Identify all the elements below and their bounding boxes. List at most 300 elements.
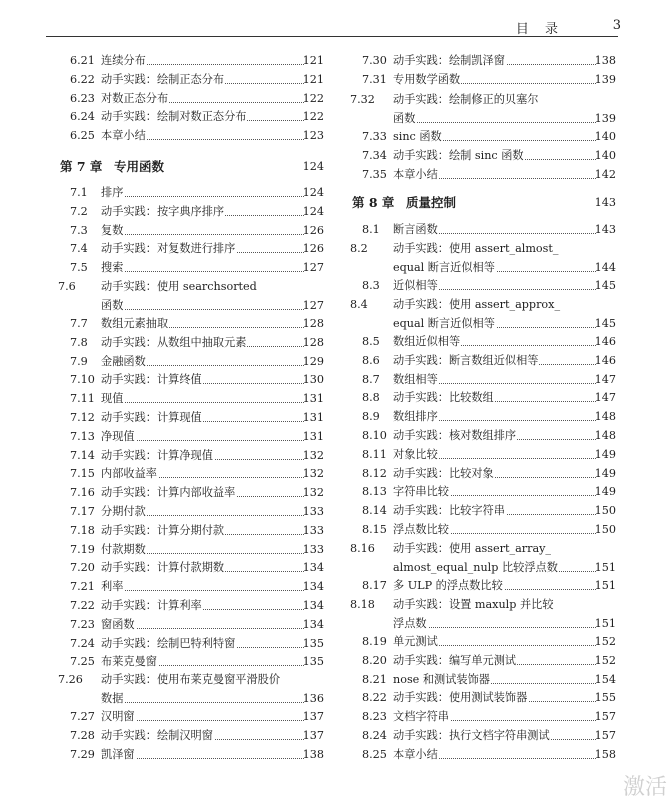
toc-entry-number: 8.23 — [362, 710, 387, 724]
toc-entry-title-text: 动手实践：断言数组近似相等 — [393, 353, 539, 367]
toc-entry-number: 8.14 — [362, 504, 387, 518]
toc-entry-title-text: 对数正态分布 — [101, 91, 169, 105]
toc-entry-title — [101, 708, 324, 726]
toc-entry-page: 124 — [301, 203, 324, 221]
toc-entry — [58, 690, 324, 708]
toc-entry — [350, 352, 616, 370]
toc-entry-title — [101, 428, 324, 446]
toc-entry-page: 133 — [301, 503, 324, 521]
toc-entry-page: 143 — [593, 221, 616, 239]
toc-entry-number: 8.5 — [362, 335, 380, 348]
toc-entry — [350, 727, 616, 745]
toc-entry-title — [101, 503, 324, 521]
toc-entry-title — [101, 259, 324, 277]
toc-entry-title-line1: 动手实践：使用 assert_approx_ — [393, 298, 561, 311]
toc-entry-page: 155 — [593, 689, 616, 707]
toc-entry-number: 7.15 — [70, 467, 95, 481]
toc-entry-title-text: 动手实践：执行文档字符串测试 — [393, 729, 550, 742]
toc-entry — [350, 746, 616, 764]
toc-entry-title-text: 分期付款 — [101, 505, 146, 518]
toc-entry-page: 127 — [301, 297, 324, 315]
toc-entry-title-text: 动手实践：绘制正态分布 — [101, 72, 225, 86]
toc-entry-title-text: 动手实践：绘制对数正态分布 — [101, 110, 247, 124]
toc-entry-page: 121 — [301, 71, 324, 89]
toc-entry-number: 8.22 — [362, 691, 387, 705]
toc-entry-number: 7.22 — [70, 599, 95, 612]
toc-entry-number: 8.3 — [362, 279, 380, 292]
toc-entry — [350, 389, 616, 407]
toc-entry-title — [393, 352, 616, 370]
toc-entry — [350, 596, 616, 614]
toc-entry-page: 139 — [593, 71, 616, 89]
chapter-title — [114, 157, 324, 177]
toc-entry-title — [393, 71, 616, 89]
toc-entry-page: 131 — [301, 409, 324, 427]
toc-entry-page: 150 — [593, 521, 616, 539]
toc-entry-number: 7.25 — [70, 655, 95, 669]
toc-entry-number: 7.19 — [70, 542, 95, 556]
toc-entry — [58, 559, 324, 577]
toc-entry-title — [393, 110, 616, 128]
toc-entry-number: 8.7 — [362, 372, 380, 386]
toc-entry-title-text: 利率 — [101, 580, 124, 594]
toc-entry-page: 127 — [301, 259, 324, 277]
toc-entry-number: 8.20 — [362, 653, 387, 667]
toc-entry-title — [101, 127, 324, 145]
toc-entry-title — [101, 353, 324, 371]
toc-entry-page: 128 — [301, 315, 324, 333]
toc-entry — [58, 297, 324, 315]
toc-entry — [350, 408, 616, 426]
toc-entry-title-text: 本章小结 — [393, 747, 438, 761]
toc-entry — [350, 371, 616, 389]
toc-entry-number: 7.10 — [70, 373, 95, 387]
toc-entry-page: 123 — [301, 127, 324, 145]
toc-entry-number: 7.5 — [70, 261, 88, 275]
toc-entry-title-text: 排序 — [101, 186, 124, 199]
toc-entry-title-text: 动手实践：按字典序排序 — [101, 204, 225, 218]
toc-entry-number: 8.16 — [350, 542, 375, 555]
toc-entry-title-text: sinc 函数 — [393, 130, 442, 143]
chapter-title — [406, 193, 616, 213]
toc-entry-title — [101, 240, 324, 258]
toc-entry-page: 149 — [593, 446, 616, 464]
toc-entry-title — [393, 652, 616, 670]
toc-entry-number: 8.19 — [362, 635, 387, 648]
toc-entry-page: 132 — [301, 465, 324, 483]
toc-entry-page: 138 — [593, 52, 616, 70]
toc-entry — [350, 708, 616, 726]
toc-entry — [58, 353, 324, 371]
chapter-title-text: 质量控制 — [406, 195, 457, 210]
toc-entry-title — [101, 71, 324, 89]
toc-entry-title — [393, 465, 616, 483]
toc-entry-page: 132 — [301, 447, 324, 465]
toc-entry-number: 8.2 — [350, 242, 368, 255]
toc-entry-page: 132 — [301, 484, 324, 502]
toc-entry-title-text: 动手实践：计算现值 — [101, 411, 202, 424]
toc-entry-title-text: 动手实践：计算净现值 — [101, 448, 213, 462]
toc-entry — [350, 221, 616, 239]
toc-entry-page: 146 — [593, 333, 616, 351]
toc-entry-title-text: 函数 — [101, 299, 124, 312]
toc-entry — [58, 52, 324, 70]
toc-entry-title — [101, 484, 324, 502]
toc-entry-number: 7.6 — [58, 280, 76, 293]
toc-entry-title-text: 本章小结 — [101, 129, 146, 143]
toc-entry — [58, 222, 324, 240]
toc-entry-title-text: 函数 — [393, 112, 416, 125]
toc-entry-number: 6.25 — [70, 129, 95, 143]
toc-entry-title-text: 动手实践：计算付款期数 — [101, 561, 225, 575]
toc-entry-title-text: equal 断言近似相等 — [393, 261, 495, 274]
toc-entry-title-text: 动手实践：比较对象 — [393, 466, 494, 480]
toc-entry-title — [393, 633, 616, 651]
toc-entry-page: 131 — [301, 390, 324, 408]
toc-entry-title — [393, 615, 616, 633]
toc-entry-title — [393, 671, 616, 689]
toc-entry-title-text: 窗函数 — [101, 617, 135, 631]
toc-entry-title — [393, 577, 616, 595]
toc-entry-title — [101, 690, 324, 708]
toc-entry-title-line1: 动手实践：使用 assert_array_ — [393, 542, 552, 555]
toc-entry-title-text: 数组相等 — [393, 372, 438, 386]
toc-entry-title-text: 动手实践：比较字符串 — [393, 504, 505, 518]
toc-entry-number: 6.23 — [70, 91, 95, 105]
toc-entry — [58, 278, 324, 296]
toc-entry-page: 130 — [301, 371, 324, 389]
toc-entry-number: 8.10 — [362, 429, 387, 442]
toc-entry-page: 152 — [593, 633, 616, 651]
toc-entry — [58, 597, 324, 615]
toc-entry — [350, 577, 616, 595]
toc-entry-page: 157 — [593, 727, 616, 745]
toc-entry — [350, 483, 616, 501]
toc-entry-title-text: 凯泽窗 — [101, 747, 135, 761]
toc-entry-number: 8.12 — [362, 466, 387, 480]
chapter-page: 124 — [301, 157, 324, 177]
toc-entry-title-text: 布莱克曼窗 — [101, 655, 157, 669]
toc-entry-number: 7.26 — [58, 673, 83, 686]
toc-entry-number: 6.24 — [70, 110, 95, 124]
toc-entry — [58, 578, 324, 596]
toc-entry-title — [101, 541, 324, 559]
toc-entry — [58, 203, 324, 221]
toc-entry-page: 126 — [301, 240, 324, 258]
toc-entry — [58, 635, 324, 653]
toc-entry-page: 134 — [301, 616, 324, 634]
toc-entry-title — [393, 446, 616, 464]
toc-entry-number: 7.9 — [70, 354, 88, 368]
toc-entry — [58, 240, 324, 258]
toc-entry-title-text: 字符串比较 — [393, 485, 449, 499]
toc-entry-number: 7.32 — [350, 93, 375, 106]
chapter-heading — [58, 157, 324, 177]
toc-entry-number: 7.18 — [70, 523, 95, 537]
toc-entry-page: 122 — [301, 90, 324, 108]
toc-entry-number: 7.12 — [70, 411, 95, 424]
toc-entry-page: 147 — [593, 389, 616, 407]
toc-entry-page: 146 — [593, 352, 616, 370]
toc-entry-page: 135 — [301, 635, 324, 653]
toc-entry-title-line1: 动手实践：绘制修正的贝塞尔 — [393, 93, 539, 106]
toc-entry-title-text: 动手实践：对复数进行排序 — [101, 242, 236, 256]
toc-entry-number: 7.8 — [70, 335, 88, 349]
header-page-number: 3 — [612, 18, 621, 33]
toc-entry-title-text: 对象比较 — [393, 447, 438, 461]
toc-entry-number: 7.24 — [70, 636, 95, 650]
toc-entry-number: 7.16 — [70, 486, 95, 500]
toc-entry — [350, 315, 616, 333]
toc-entry — [350, 52, 616, 70]
toc-entry — [350, 147, 616, 165]
toc-entry — [350, 71, 616, 89]
toc-entry-number: 8.8 — [362, 391, 380, 405]
toc-entry-title — [393, 727, 616, 745]
toc-entry — [58, 184, 324, 202]
toc-entry-number: 8.17 — [362, 579, 387, 592]
toc-entry — [350, 259, 616, 277]
watermark: 激活 — [622, 775, 667, 800]
toc-entry-title-text: almost_equal_nulp 比较浮点数 — [393, 561, 558, 574]
toc-entry-title-text: 多 ULP 的浮点数比较 — [393, 579, 503, 592]
toc-entry-number: 7.28 — [70, 728, 95, 742]
toc-entry — [350, 240, 616, 258]
toc-entry-number: 7.31 — [362, 72, 387, 86]
toc-entry-title — [101, 184, 324, 202]
toc-entry — [350, 652, 616, 670]
toc-entry — [58, 503, 324, 521]
toc-entry-title-text: 本章小结 — [393, 167, 438, 181]
toc-entry — [58, 671, 324, 689]
toc-entry-page: 151 — [593, 615, 616, 633]
toc-entry-page: 129 — [301, 353, 324, 371]
toc-entry-title-text: 动手实践：编写单元测试 — [393, 653, 517, 667]
chapter-page: 143 — [593, 193, 616, 213]
toc-entry-title-text: 连续分布 — [101, 54, 146, 67]
toc-entry-title-text: 断言函数 — [393, 223, 438, 236]
toc-entry — [58, 484, 324, 502]
chapter-label: 第 8 章 — [352, 195, 395, 210]
toc-entry-number: 8.15 — [362, 523, 387, 536]
toc-entry-title-text: 动手实践：比较数组 — [393, 391, 494, 405]
toc-entry-title — [101, 203, 324, 221]
toc-entry-title-line1: 动手实践：使用布莱克曼窗平滑股价 — [101, 673, 281, 686]
toc-entry-page: 150 — [593, 502, 616, 520]
toc-entry-title — [393, 371, 616, 389]
chapter-label: 第 7 章 — [60, 159, 103, 174]
toc-entry-title-text: 动手实践：计算终值 — [101, 373, 202, 387]
toc-entry-title — [101, 522, 324, 540]
toc-entry-page: 144 — [593, 259, 616, 277]
toc-entry-page: 148 — [593, 427, 616, 445]
toc-entry-page: 137 — [301, 708, 324, 726]
toc-entry-title — [101, 315, 324, 333]
header-rule — [46, 36, 618, 37]
chapter-title-text: 专用函数 — [114, 159, 165, 174]
toc-entry-title — [101, 52, 324, 70]
toc-entry-page: 142 — [593, 166, 616, 184]
toc-entry-title-text: 净现值 — [101, 429, 135, 443]
toc-entry-title-text: 数组元素抽取 — [101, 317, 169, 330]
toc-entry-title-text: 动手实践：绘制汉明窗 — [101, 728, 213, 742]
toc-entry — [350, 128, 616, 146]
toc-entry — [58, 465, 324, 483]
toc-entry-number: 7.17 — [70, 505, 95, 518]
toc-entry-number: 8.25 — [362, 747, 387, 761]
toc-entry-title-text: 浮点数比较 — [393, 523, 449, 536]
toc-entry — [58, 727, 324, 745]
toc-entry-title — [393, 277, 616, 295]
toc-entry-title-text: 数组近似相等 — [393, 335, 461, 348]
toc-entry-title — [393, 389, 616, 407]
toc-entry-title — [101, 746, 324, 764]
toc-entry-page: 154 — [593, 671, 616, 689]
toc-entry — [350, 559, 616, 577]
toc-entry-title-text: 汉明窗 — [101, 710, 135, 723]
toc-entry-title — [101, 465, 324, 483]
toc-entry-title — [393, 147, 616, 165]
toc-entry-number: 7.14 — [70, 448, 95, 462]
toc-entry-title — [101, 578, 324, 596]
toc-entry — [350, 465, 616, 483]
toc-entry-title — [101, 727, 324, 745]
toc-entry-title — [393, 521, 616, 539]
page-header — [0, 14, 659, 37]
toc-entry-page: 138 — [301, 746, 324, 764]
toc-entry-number: 7.1 — [70, 186, 88, 199]
toc-entry — [350, 446, 616, 464]
toc-entry — [58, 390, 324, 408]
toc-entry — [58, 71, 324, 89]
toc-entry-title-text: 动手实践：计算内部收益率 — [101, 486, 236, 500]
toc-entry — [58, 522, 324, 540]
toc-entry-title — [101, 222, 324, 240]
toc-entry — [350, 502, 616, 520]
toc-entry-page: 121 — [301, 52, 324, 70]
toc-entry-page: 133 — [301, 522, 324, 540]
toc-entry-number: 8.21 — [362, 672, 387, 686]
toc-entry — [350, 110, 616, 128]
toc-entry-number: 7.29 — [70, 747, 95, 761]
toc-entry-title-text: nose 和测试装饰器 — [393, 672, 490, 686]
toc-entry-number: 7.35 — [362, 167, 387, 181]
toc-entry-page: 128 — [301, 334, 324, 352]
toc-entry-title — [101, 447, 324, 465]
toc-entry — [350, 521, 616, 539]
toc-entry-title — [393, 502, 616, 520]
toc-entry-title-text: 现值 — [101, 392, 124, 406]
toc-entry-title-text: 数组排序 — [393, 410, 438, 424]
toc-entry-title-text: 动手实践：从数组中抽取元素 — [101, 335, 247, 349]
toc-entry-title-text: 浮点数 — [393, 617, 427, 630]
toc-entry-page: 151 — [593, 577, 616, 595]
toc-entry — [58, 541, 324, 559]
toc-entry-title — [393, 128, 616, 146]
toc-entry-page: 158 — [593, 746, 616, 764]
toc-entry — [58, 371, 324, 389]
toc-entry-number: 7.3 — [70, 223, 88, 237]
toc-entry-page: 131 — [301, 428, 324, 446]
toc-entry-page: 136 — [301, 690, 324, 708]
toc-entry — [350, 671, 616, 689]
toc-entry-title — [101, 616, 324, 634]
toc-entry-title — [101, 297, 324, 315]
toc-entry-number: 7.4 — [70, 242, 88, 256]
toc-entry-number: 8.24 — [362, 729, 387, 742]
toc-entry-number: 8.11 — [362, 447, 387, 461]
toc-entry-title — [101, 653, 324, 671]
toc-entry-title-text: 近似相等 — [393, 279, 438, 292]
toc-entry-title — [101, 108, 324, 126]
header-title: 目 录 — [515, 22, 564, 37]
toc-entry-page: 151 — [593, 559, 616, 577]
toc-entry-page: 149 — [593, 483, 616, 501]
toc-entry-title — [393, 483, 616, 501]
toc-entry-number: 7.7 — [70, 317, 88, 330]
toc-entry-page: 140 — [593, 128, 616, 146]
toc-entry-number: 7.33 — [362, 130, 387, 143]
toc-entry-page: 145 — [593, 315, 616, 333]
toc-entry-title — [393, 689, 616, 707]
toc-entry-number: 7.13 — [70, 429, 95, 443]
toc-entry-number: 8.13 — [362, 485, 387, 499]
toc-entry-title — [393, 746, 616, 764]
toc-entry — [58, 409, 324, 427]
toc-entry-number: 6.22 — [70, 72, 95, 86]
toc-entry-title — [393, 427, 616, 445]
toc-entry-page: 152 — [593, 652, 616, 670]
toc-entry-title-text: 动手实践：绘制巴特利特窗 — [101, 636, 236, 650]
toc-entry-title — [101, 559, 324, 577]
toc-entry-title — [393, 221, 616, 239]
toc-entry-page: 134 — [301, 578, 324, 596]
toc-entry-title-text: 复数 — [101, 223, 124, 237]
toc-entry-page: 134 — [301, 559, 324, 577]
toc-entry — [350, 633, 616, 651]
toc-entry-title-text: 动手实践：绘制凯泽窗 — [393, 54, 505, 67]
toc-entry — [58, 90, 324, 108]
toc-entry-number: 6.21 — [70, 54, 95, 67]
toc-entry-page: 149 — [593, 465, 616, 483]
toc-entry-page: 134 — [301, 597, 324, 615]
toc-entry-title-line1: 动手实践：使用 assert_almost_ — [393, 242, 559, 255]
toc-entry-page: 135 — [301, 653, 324, 671]
toc-entry-number: 7.27 — [70, 710, 95, 723]
toc-entry-title — [101, 90, 324, 108]
toc-entry-title — [393, 52, 616, 70]
toc-entry — [58, 616, 324, 634]
toc-entry-title-text: 动手实践：使用测试装饰器 — [393, 691, 528, 705]
toc-entry-title — [101, 409, 324, 427]
toc-entry-page: 145 — [593, 277, 616, 295]
toc-entry — [350, 540, 616, 558]
toc-entry-title-text: 单元测试 — [393, 635, 438, 648]
toc-entry — [58, 428, 324, 446]
toc-entry-page: 124 — [301, 184, 324, 202]
toc-entry — [350, 689, 616, 707]
toc-entry-title-line1: 动手实践：设置 maxulp 并比较 — [393, 598, 554, 611]
toc-entry — [350, 333, 616, 351]
toc-entry — [350, 91, 616, 109]
toc-entry-title-text: 动手实践：核对数组排序 — [393, 429, 517, 442]
toc-entry-title-text: 数据 — [101, 692, 124, 705]
toc-entry-title — [393, 333, 616, 351]
toc-entry-title-text: 付款期数 — [101, 542, 146, 556]
toc-entry-title-text: 内部收益率 — [101, 467, 157, 481]
toc-entry-number: 7.11 — [70, 392, 95, 406]
toc-entry-title — [393, 315, 616, 333]
